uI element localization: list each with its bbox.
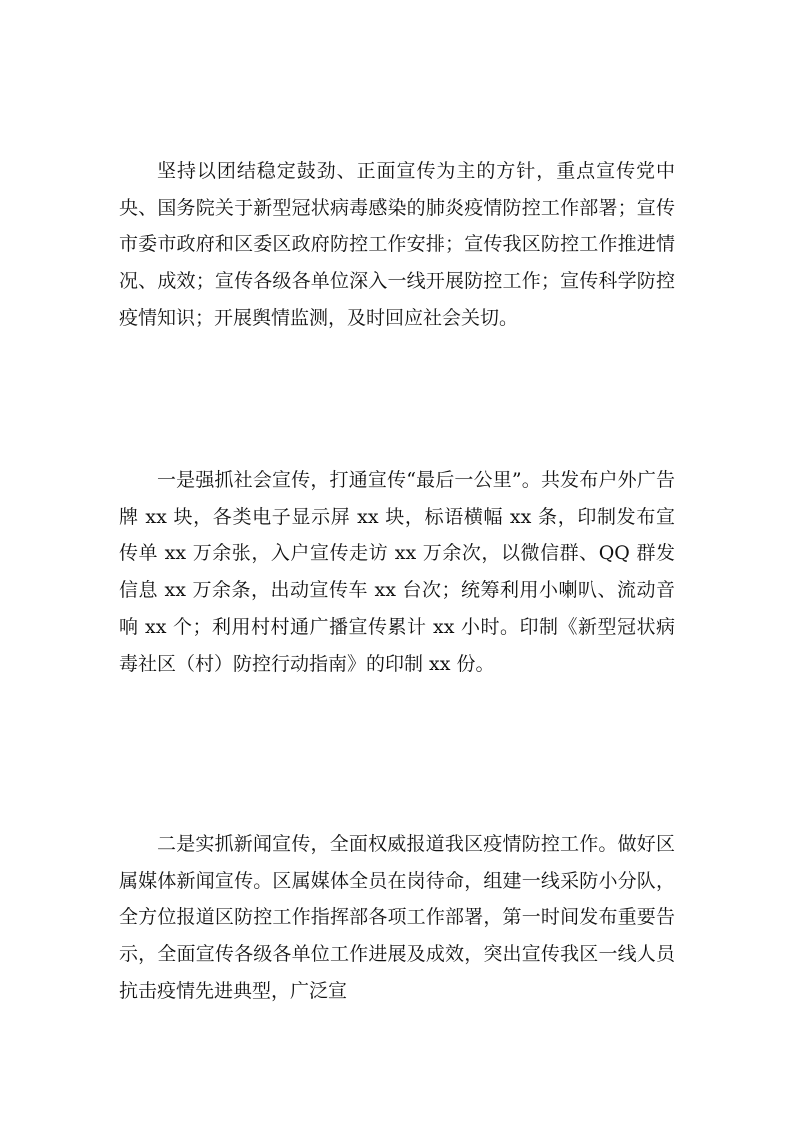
paragraph-news-publicity: 二是实抓新闻宣传，全面权威报道我区疫情防控工作。做好区属媒体新闻宣传。区属媒体全员在岗待命，组建一线采防小分队，全方位报道区防控工作指挥部各项工作部署，第一时间发布重要告示，全面宣传各级各单位工作进展及成效，突出宣传我区一线人员抗击疫情先进典型，广泛宣 [119, 833, 675, 1002]
paragraph-epidemic-publicity-policy: 坚持以团结稳定鼓劲、正面宣传为主的方针，重点宣传党中央、国务院关于新型冠状病毒感染的肺炎疫情防控工作部署；宣传市委市政府和区委区政府防控工作安排；宣传我区防控工作推进情况、成效；宣传各级各单位深入一线开展防控工作；宣传科学防控疫情知识；开展舆情监测，及时回应社会关切。 [119, 160, 675, 329]
paragraph-social-publicity: 一是强抓社会宣传，打通宣传“最后一公里”。共发布户外广告牌 xx 块，各类电子显示屏 xx 块，标语横幅 xx 条，印制发布宣传单 xx 万余张，入户宣传走访 xx 万余次，以微信群、QQ 群发信息 xx 万余条，出动宣传车 xx 台次；统筹利用小喇叭、流动音响 xx 个；利用村村通广播宣传累计 xx 小时。印制《新型冠状病毒社区（村）防控行动指南》的印制 xx 份。 [119, 469, 675, 675]
